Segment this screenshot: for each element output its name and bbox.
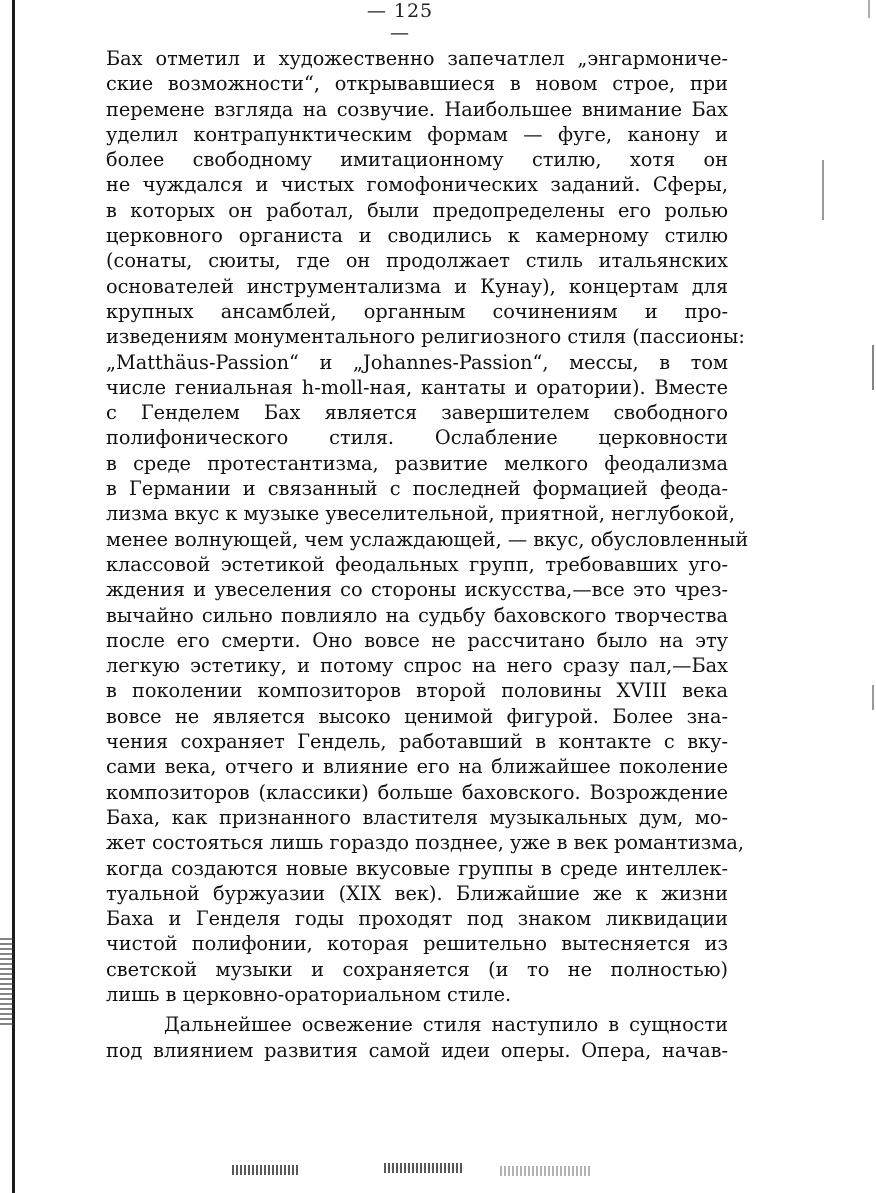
text-line: (сонаты, сюиты, где он продолжает стиль итальянских: [106, 249, 728, 273]
text-line: менее волнующей, чем услаждающей, — вкус, обусловленный: [106, 527, 749, 551]
text-line: светской музыки и сохраняется (и то не полностью): [106, 957, 728, 981]
text-line: Бах отметил и художественно запечатлел „энгармониче-: [106, 47, 728, 70]
text-line: лизма вкус к музыке увеселительной, приятной, неглубокой,: [106, 502, 735, 526]
paragraph-2: [106, 1012, 728, 1063]
text-line: в которых он работал, были предопределены его ролью: [106, 198, 728, 222]
text-line: Баха, как признанного властителя музыкальных дум, мо-: [106, 805, 728, 829]
text-line: основателей инструментализма и Кунау), концертам для: [106, 274, 728, 298]
text-line: изведениям монументального религиозного стиля (пассионы:: [106, 325, 745, 349]
scan-speckle: [0, 935, 14, 1025]
text-line: уделил контрапунктическим формам — фуге, канону и: [106, 122, 728, 146]
text-line: туальной буржуазии (XIX век). Ближайшие же к жизни: [106, 881, 728, 905]
scan-mark: [822, 160, 824, 220]
text-line: в Германии и связанный с последней формацией феода-: [106, 477, 728, 501]
text-line: чистой полифонии, которая решительно вытесняется из: [106, 932, 728, 956]
text-line: в поколении композиторов второй половины XVIII века: [106, 679, 728, 703]
text-line: под влиянием развития самой идеи оперы. Опера, начав-: [106, 1038, 728, 1062]
footer-smudge: [500, 1166, 590, 1176]
page-number: — 125 —: [366, 0, 434, 44]
text-line: композиторов (классики) больше баховского. Возрождение: [106, 780, 728, 804]
text-line: в среде протестантизма, развитие мелкого феодализма: [106, 451, 728, 475]
footer-smudge: [384, 1163, 464, 1173]
text-line: сами века, отчего и влияние его на ближайшее поколение: [106, 755, 728, 779]
text-line: ждения и увеселения со стороны искусства,—все это чрез-: [106, 578, 728, 602]
body-text: [106, 46, 749, 1063]
text-line: Дальнейшее освежение стиля наступило в сущности: [164, 1013, 728, 1037]
text-line: Баха и Генделя годы проходят под знаком ликвидации: [106, 907, 728, 931]
text-line: не чуждался и чистых гомофонических заданий. Сферы,: [106, 173, 728, 197]
text-line: числе гениальная h-moll-ная, кантаты и оратории). Вместе: [106, 375, 728, 399]
text-line: „Matthäus-Passion“ и „Johannes-Passion“, мессы, в том: [106, 350, 728, 374]
text-line: крупных ансамблей, органным сочинениям и про-: [106, 299, 728, 323]
text-line: перемене взгляда на созвучие. Наибольшее внимание Бах: [106, 97, 728, 121]
text-line: легкую эстетику, и потому спрос на него сразу пал,—Бах: [106, 654, 728, 678]
text-line: лишь в церковно-ораториальном стиле.: [106, 982, 512, 1006]
paragraph-1: [106, 46, 749, 1007]
scan-mark: [872, 685, 874, 710]
text-line: церковного органиста и сводились к камерному стилю: [106, 224, 728, 248]
text-line: жет состояться лишь гораздо позднее, уже в век романтизма,: [106, 831, 744, 855]
text-line: вовсе не является высоко ценимой фигурой. Более зна-: [106, 704, 728, 728]
scan-mark: [872, 345, 874, 390]
text-line: когда создаются новые вкусовые группы в среде интеллек-: [106, 856, 728, 880]
footer-smudge: [232, 1165, 300, 1175]
scan-mark: [868, 0, 870, 18]
text-line: с Генделем Бах является завершителем свободного: [106, 401, 728, 425]
text-line: чения сохраняет Гендель, работавший в контакте с вку-: [106, 730, 728, 754]
text-line: ские возможности“, открывавшиеся в новом строе, при: [106, 72, 728, 96]
text-line: после его смерти. Оно вовсе не рассчитано было на эту: [106, 628, 728, 652]
text-line: более свободному имитационному стилю, хотя он: [106, 148, 728, 172]
text-line: полифонического стиля. Ослабление церковности: [106, 426, 728, 450]
text-line: классовой эстетикой феодальных групп, требовавших уго-: [106, 552, 728, 576]
text-line: вычайно сильно повлияло на судьбу баховского творчества: [106, 603, 728, 627]
